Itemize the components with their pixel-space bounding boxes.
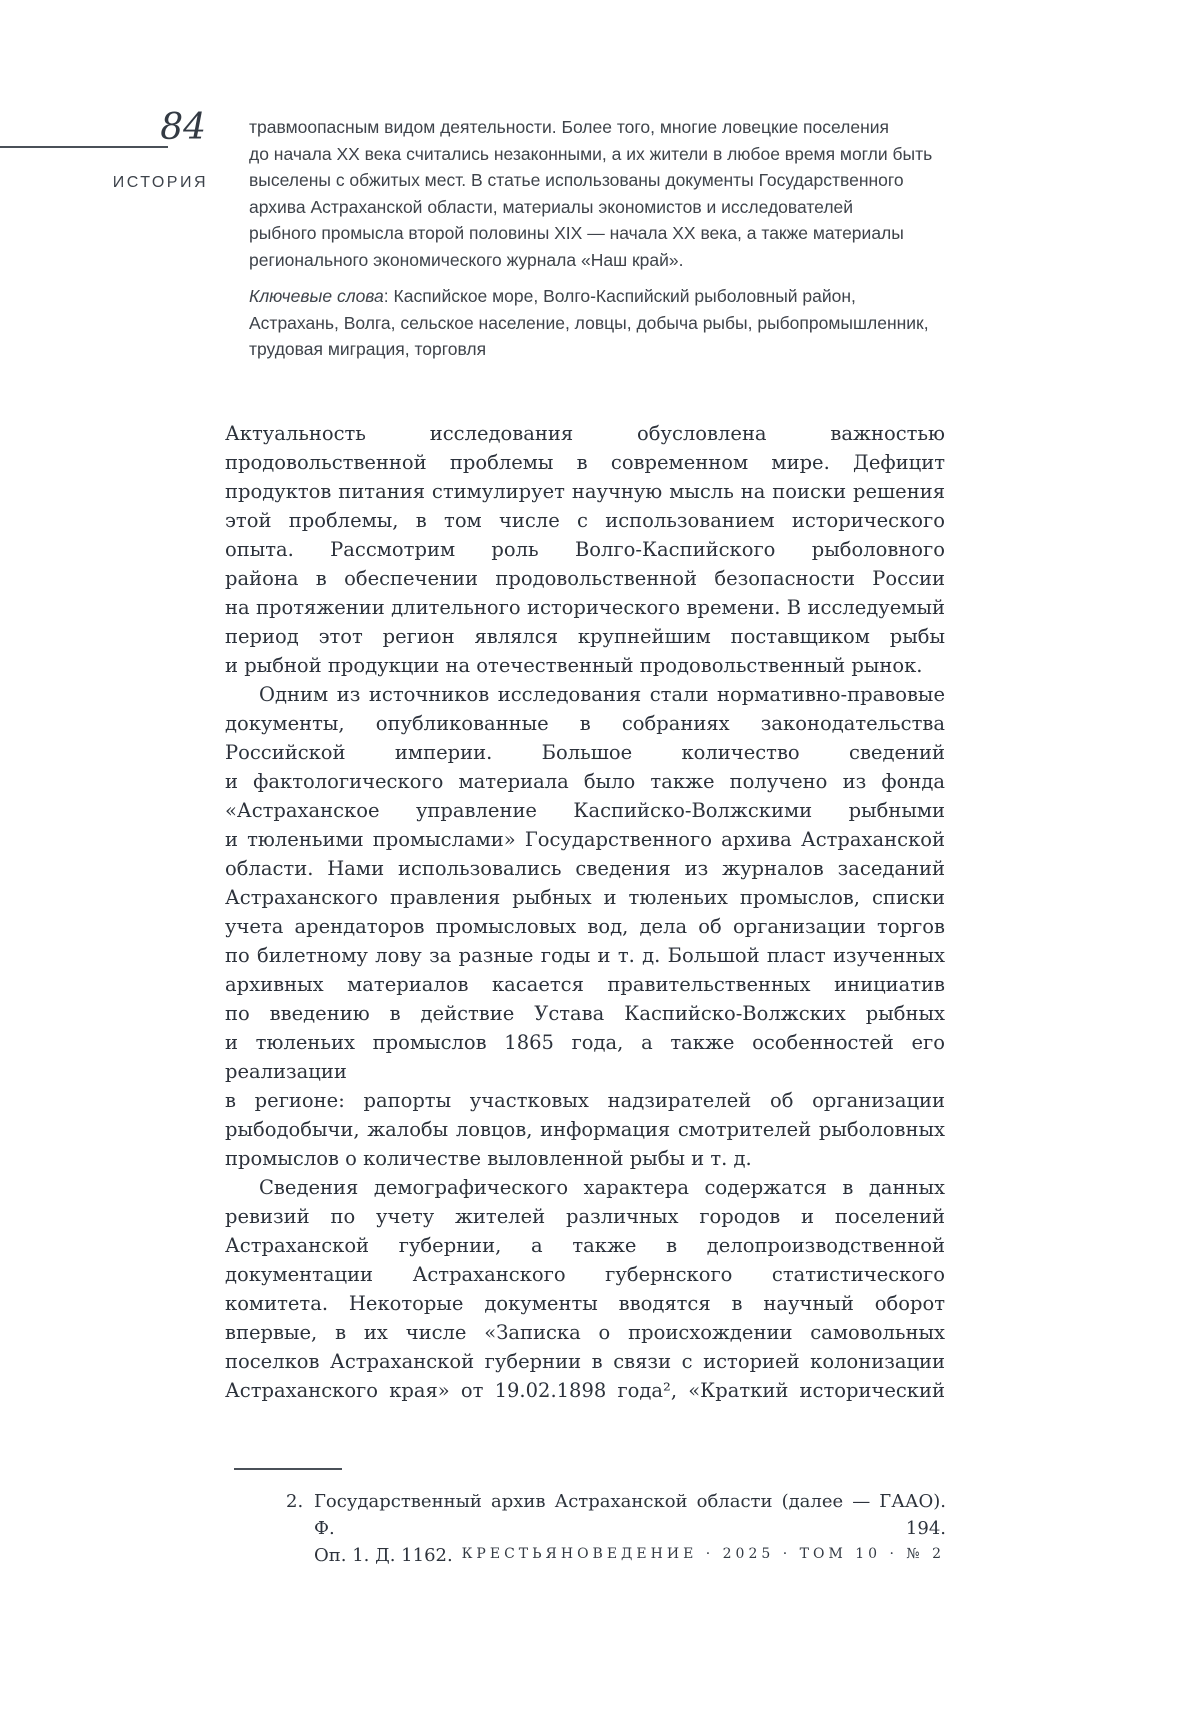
text-line: травмоопасным видом деятельности. Более того, многие ловецкие поселения (249, 117, 890, 137)
text-line: на протяжении длительного исторического времени. В исследуемый (225, 596, 945, 619)
text-line: и тюленьими промыслами» Государственного архива Астраханской (225, 828, 945, 851)
text-line: поселков Астраханской губернии в связи с историей колонизации (225, 1350, 945, 1373)
keywords-rest-lines (249, 310, 949, 363)
text-line: Сведения демографического характера содержатся в данных (259, 1176, 945, 1199)
text-line: Астраханского правления рыбных и тюленьих промыслов, списки (225, 886, 945, 909)
text-line: и тюленьих промыслов 1865 года, а также особенностей его реализации (225, 1031, 945, 1083)
text-line: регионального экономического журнала «Наш край». (249, 249, 684, 270)
section-label: ИСТОРИЯ (112, 174, 208, 191)
abstract-text (249, 114, 949, 273)
text-line: продуктов питания стимулирует научную мысль на поиски решения (225, 480, 945, 503)
keywords-first-line-rest: : Каспийское море, Волго-Каспийский рыболовный район, (383, 286, 856, 306)
text-line: Российской империи. Большое количество сведений (225, 741, 945, 764)
text-line: этой проблемы, в том числе с использованием исторического (225, 509, 945, 532)
text-line: учета арендаторов промысловых вод, дела об организации торгов (225, 915, 945, 938)
text-line: до начала XX века считались незаконными, а их жители в любое время могли быть (249, 143, 933, 164)
text-line: по билетному лову за разные годы и т. д. Большой пласт изученных (225, 944, 945, 967)
paragraph-2 (225, 680, 945, 1173)
text-line: архива Астраханской области, материалы экономистов и исследователей (249, 196, 854, 217)
text-line: района в обеспечении продовольственной безопасности России (225, 567, 945, 590)
text-line: области. Нами использовались сведения из журналов заседаний (225, 857, 945, 880)
text-line: комитета. Некоторые документы вводятся в научный оборот (225, 1292, 945, 1315)
text-line: документации Астраханского губернского статистического (225, 1263, 945, 1286)
text-line: по введению в действие Устава Каспийско-Волжских рыбных (225, 1002, 945, 1025)
paragraph-1 (225, 419, 945, 680)
text-line: в регионе: рапорты участковых надзирателей об организации (225, 1089, 945, 1112)
running-footer: КРЕСТЬЯНОВЕДЕНИЕ · 2025 · ТОМ 10 · № 2 (461, 1546, 945, 1562)
text-line: трудовая миграция, торговля (249, 339, 487, 359)
text-line: Государственный архив Астраханской области (далее — ГААО). Ф. 194. (314, 1491, 946, 1539)
text-line: выселены с обжитых мест. В статье использованы документы Государственного (249, 170, 904, 190)
keywords-block (249, 283, 949, 363)
article-body (225, 419, 945, 1405)
text-line: Актуальность исследования обусловлена важностью (225, 422, 945, 445)
text-line: документы, опубликованные в собраниях законодательства (225, 712, 945, 735)
text-line: ревизий по учету жителей различных городов и поселений (225, 1205, 945, 1228)
text-line: Астраханской губернии, а также в делопроизводственной (225, 1234, 945, 1257)
text-line: опыта. Рассмотрим роль Волго-Каспийского рыболовного (225, 538, 945, 561)
text-line: Оп. 1. Д. 1162. (314, 1545, 453, 1566)
text-line: и фактологического материала было также получено из фонда (225, 770, 945, 793)
footnote-number: 2. (286, 1491, 304, 1512)
text-line: промыслов о количестве выловленной рыбы и т. д. (225, 1147, 752, 1170)
keywords-first-line (249, 283, 949, 310)
text-line: рыбного промысла второй половины XIX — начала XX века, а также материалы (249, 223, 904, 243)
text-line: «Астраханское управление Каспийско-Волжскими рыбными (225, 799, 945, 822)
page-number: 84 (160, 107, 206, 148)
text-line: продовольственной проблемы в современном мире. Дефицит (225, 451, 945, 474)
text-line: Астраханского края» от 19.02.1898 года², «Краткий исторический (225, 1379, 945, 1402)
text-line: Одним из источников исследования стали нормативно-правовые (259, 683, 945, 706)
text-line: рыбодобычи, жалобы ловцов, информация смотрителей рыболовных (225, 1118, 945, 1141)
text-line: и рыбной продукции на отечественный продовольственный рынок. (225, 654, 923, 677)
footnote-rule (234, 1468, 342, 1470)
text-line: архивных материалов касается правительственных инициатив (225, 973, 945, 996)
keywords-label: Ключевые слова (249, 286, 384, 306)
paragraph-3 (225, 1173, 945, 1405)
text-line: впервые, в их числе «Записка о происхождении самовольных (225, 1321, 945, 1344)
text-line: период этот регион являлся крупнейшим поставщиком рыбы (225, 625, 945, 648)
text-line: Астрахань, Волга, сельское население, ловцы, добыча рыбы, рыбопромышленник, (249, 312, 929, 333)
